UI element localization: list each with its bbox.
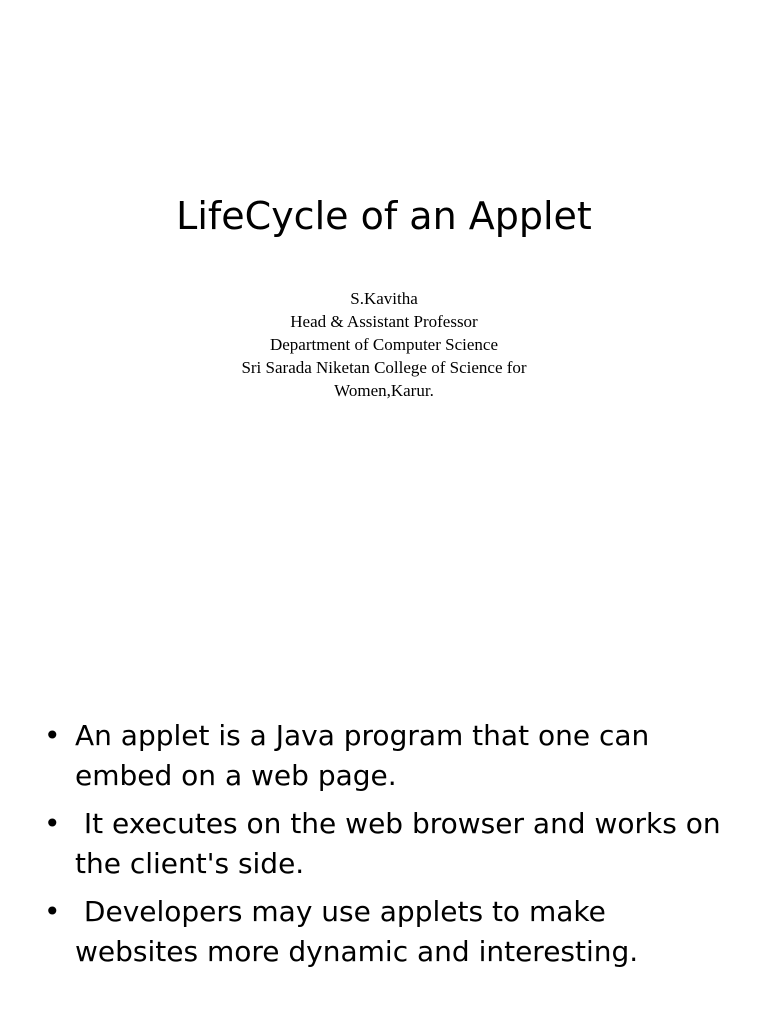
bullet-list xyxy=(0,716,768,980)
bullet-text: An applet is a Java program that one can embed on a web page. xyxy=(75,719,650,792)
bullet-item xyxy=(0,804,768,884)
bullet-dot-icon: • xyxy=(44,895,61,928)
bullet-item xyxy=(0,892,768,972)
bullet-dot-icon: • xyxy=(44,719,61,752)
bullet-item xyxy=(0,716,768,796)
bullet-dot-icon: • xyxy=(44,807,61,840)
author-position: Head & Assistant Professor xyxy=(290,312,478,331)
author-name: S.Kavitha xyxy=(350,289,418,308)
author-department: Department of Computer Science xyxy=(269,335,498,354)
author-college-line-2: Women,Karur. xyxy=(334,381,434,400)
author-college-line-1: Sri Sarada Niketan College of Science for xyxy=(241,358,527,377)
bullet-text: It executes on the web browser and works on the client's side. xyxy=(75,807,730,880)
author-info xyxy=(204,287,564,402)
bullet-text: Developers may use applets to make websites more dynamic and interesting. xyxy=(75,895,639,968)
slide-title: LifeCycle of an Applet xyxy=(176,194,592,238)
